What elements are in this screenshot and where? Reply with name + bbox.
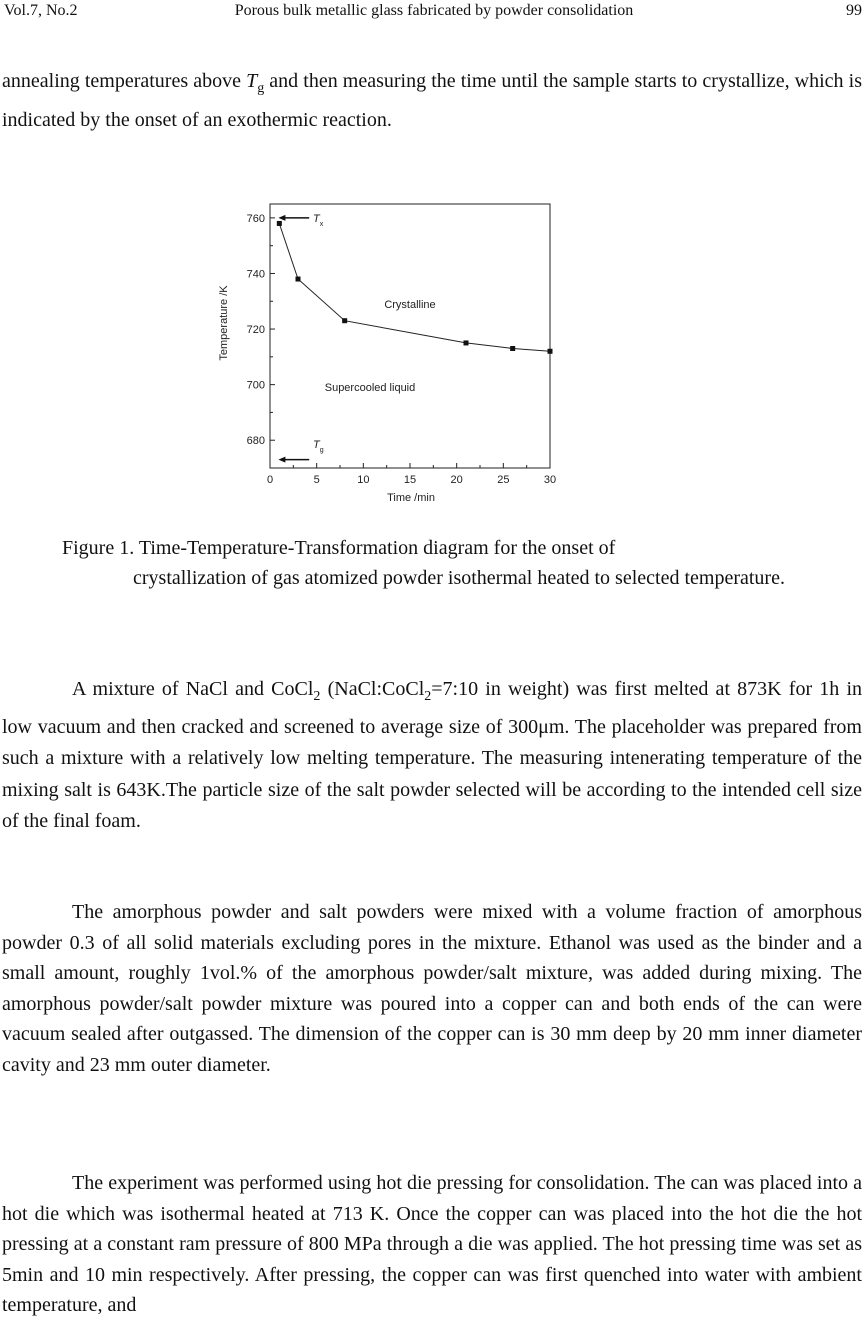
data-point — [510, 346, 515, 351]
tg-arrow-head — [278, 457, 285, 463]
crystalline-region-label: Crystalline — [384, 299, 436, 311]
x-tick-labels — [267, 474, 556, 486]
intro-text-before: annealing temperatures above — [2, 70, 247, 92]
ttt-chart-svg — [0, 180, 868, 520]
supercooled-region-label: Supercooled liquid — [324, 382, 416, 394]
p2-sub-1: 2 — [313, 689, 321, 704]
axis-ticks — [270, 218, 550, 468]
ttt-diagram — [0, 180, 868, 520]
tx-arrow — [278, 215, 309, 221]
caption-continuation: crystallization of gas atomized powder isothermal heated to selected temperature. — [133, 567, 785, 589]
tx-arrow-head — [278, 215, 285, 221]
paragraph-hot-pressing: The experiment was performed using hot die pressing for consolidation. The can was placed into a hot die which was isothermal heated at 713 K. Once the copper can was placed into the hot die the hot pressing at a constant ram pressure of 800 MPa through a die was applied. The hot pressing time was set as 5min and 10 min respectively. After pressing, the copper can was first quenched into water with ambient temperature, and — [2, 1172, 862, 1316]
p2-text-1: A mixture of NaCl and CoCl — [72, 678, 314, 700]
running-header-title: Porous bulk metallic glass fabricated by powder consolidation — [234, 2, 634, 19]
plot-frame — [270, 204, 550, 468]
data-point — [342, 318, 347, 323]
tg-subscript: g — [257, 81, 265, 96]
crystallization-onset-line — [279, 224, 550, 352]
tg-symbol: T — [246, 70, 258, 92]
y-tick-label: 680 — [246, 435, 265, 448]
data-point — [464, 340, 469, 345]
paragraph-salt-mixture — [2, 674, 862, 837]
x-tick-label: 30 — [543, 474, 557, 486]
x-tick-label: 10 — [357, 474, 370, 486]
data-point — [548, 349, 553, 354]
y-axis-label: Temperature /K — [218, 285, 230, 361]
p2-sub-2: 2 — [424, 689, 432, 704]
tg-label — [313, 439, 324, 454]
data-point — [277, 221, 282, 226]
tx-label-sub: x — [319, 221, 324, 228]
tx-label — [313, 213, 324, 228]
page-number: 99 — [846, 2, 862, 19]
tg-arrow — [278, 457, 309, 463]
tg-label-sub: g — [319, 447, 324, 454]
running-header-volume: Vol.7, No.2 — [4, 2, 78, 19]
y-tick-label: 760 — [246, 212, 265, 225]
y-tick-labels — [247, 213, 265, 447]
y-tick-label: 700 — [246, 379, 265, 392]
figure-caption — [62, 533, 822, 593]
x-tick-label: 25 — [497, 474, 510, 486]
paragraph-powder-mixing: The amorphous powder and salt powders were mixed with a volume fraction of amorphous powder 0.3 of all solid materials excluding pores in the mixture. Ethanol was used as the binder and a small amount, roughly 1vol.% of the amorphous powder/salt mixture, was added during mixing. The amorphous powder/salt powder mixture was poured into a copper can and both ends of the can were vacuum sealed after outgassed. The dimension of the copper can is 30 mm deep by 20 mm inner diameter cavity and 23 mm outer diameter. — [2, 901, 862, 1076]
y-tick-label: 740 — [246, 268, 265, 281]
x-tick-label: 15 — [403, 474, 417, 486]
data-point — [296, 277, 301, 282]
x-tick-label: 5 — [313, 474, 320, 486]
x-axis-label: Time /min — [387, 492, 435, 504]
x-tick-label: 0 — [266, 474, 274, 486]
intro-text-after: and then measuring the time until the sample starts to crystallize, which is indicated by the onset of an exothermic reaction. — [2, 70, 862, 131]
caption-first-line: Figure 1. Time-Temperature-Transformation diagram for the onset of — [62, 537, 616, 559]
tx-label-T: T — [313, 213, 320, 225]
p2-text-2: (NaCl:CoCl — [320, 678, 425, 700]
p2-text-3: =7:10 in weight) was first melted at 873K for 1h in low vacuum and then cracked and screened to average size of 300μm. The placeholder was prepared from such a mixture with a relatively low melting temperature. The measuring intenerating temperature of the mixing salt is 643K.The particle size of the salt powder selected will be according to the intended cell size of the final foam. — [2, 678, 863, 832]
x-tick-label: 20 — [450, 474, 463, 486]
tg-label-T: T — [313, 439, 320, 451]
intro-paragraph — [2, 66, 862, 135]
y-tick-label: 720 — [246, 324, 265, 337]
